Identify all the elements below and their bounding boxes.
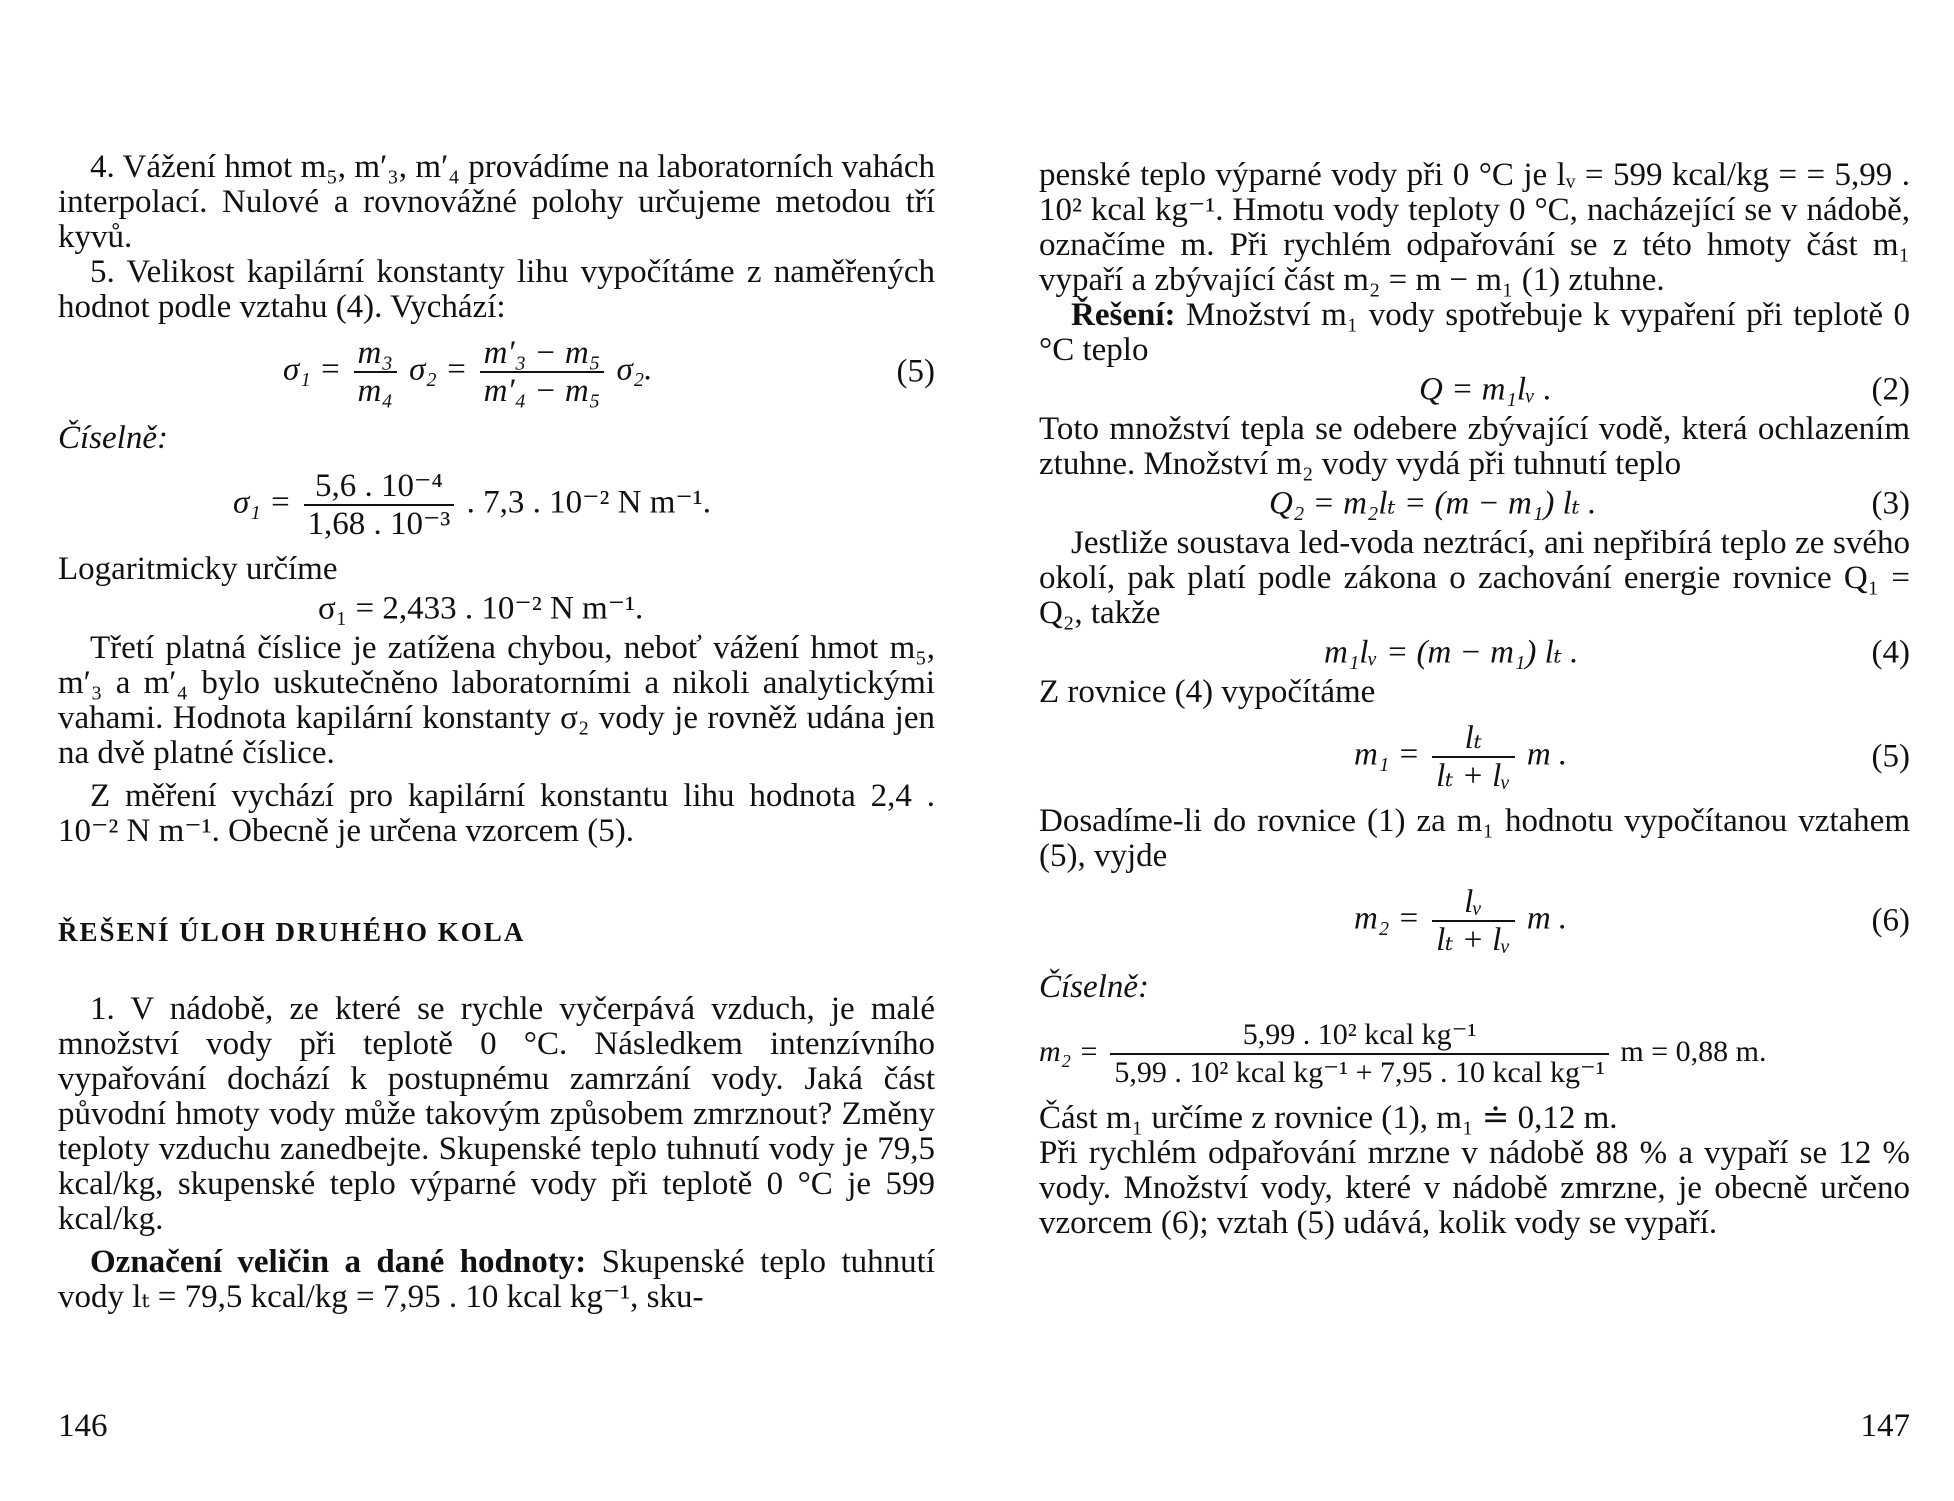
paragraph-part: Část m₁ určíme z rovnice (1), m₁ ≐ 0,12 m. <box>1039 1100 1618 1136</box>
paragraph-heat: penské teplo výparné vody při 0 °C je lᵥ = 599 kcal/kg = = 5,99 . 10² kcal kg⁻¹. Hmotu vody teploty 0 °C, nacházející se v nádobě, označíme m. Při rychlém odpařování se z této hmoty část m₁ vypaří a zbývající část m₂ = m − m₁ (1) ztuhne. <box>1039 157 1910 298</box>
equation-number: (4) <box>1871 634 1910 671</box>
fraction-denominator: lₜ + lᵥ <box>1436 922 1511 958</box>
paragraph-cooling: Toto množství tepla se odebere zbývající vodě, která ochlazením ztuhne. Množství m₂ vody vydá při tuhnutí teplo <box>1039 411 1910 482</box>
paragraph-third-digit: Třetí platná číslice je zatížena chybou, neboť vážení hmot m₅, m′₃ a m′₄ bylo uskutečněno laboratorními a nikoli analytickými vahami. Hodnota kapilární konstanty σ₂ vody je rovněž udána jen na dvě platné číslice. <box>58 630 935 771</box>
page-number: 146 <box>58 1408 108 1444</box>
paragraph-result: Z měření vychází pro kapilární konstantu lihu hodnota 2,4 . 10⁻² N m⁻¹. Obecně je určena vzorcem (5). <box>58 778 935 849</box>
eq-lhs: σ₁ = <box>233 484 292 521</box>
paragraph-solution <box>1039 298 1910 368</box>
equation-body <box>1354 720 1567 794</box>
equation-body <box>233 468 711 542</box>
equation-5-right <box>1039 714 1910 800</box>
eq-tail: m = 0,88 m. <box>1620 1034 1767 1068</box>
fraction-lv <box>1432 884 1514 958</box>
equation-4 <box>1039 633 1910 673</box>
equation-body: Q = m₁lᵥ . <box>1419 371 1552 408</box>
fraction-lt <box>1432 720 1514 794</box>
equation-5-left <box>58 329 935 415</box>
eq-lhs: m₁ = <box>1354 736 1420 773</box>
label-ciselne: Číselně: <box>58 420 168 456</box>
fraction-denominator: 5,99 . 10² kcal kg⁻¹ + 7,95 . 10 kcal kg⁻¹ <box>1114 1056 1605 1089</box>
paragraph-notation <box>58 1245 935 1315</box>
equation-number: (6) <box>1871 902 1910 939</box>
eq-lhs: σ₁ = <box>283 351 342 388</box>
paragraph-problem-1: 1. V nádobě, ze které se rychle vyčerpává vzduch, je malé množství vody při teplotě 0 °C. Následkem intenzívního vypařování dochází k postupnému zamrzání vody. Jaká část původní hmoty vody může takovým způsobem zmrznout? Změny teploty vzduchu zanedbejte. Skupenské teplo tuhnutí vody je 79,5 kcal/kg, skupenské teplo výparné vody při teplotě 0 °C je 599 kcal/kg. <box>58 991 935 1237</box>
eq-lhs: m₂ = <box>1039 1034 1099 1068</box>
label-ciselne: Číselně: <box>1039 969 1149 1005</box>
equation-number: (5) <box>896 353 935 390</box>
equation-number: (3) <box>1871 485 1910 522</box>
eq-mid: σ₂ = <box>409 351 468 388</box>
left-text-column <box>58 150 935 1315</box>
right-text-column <box>1039 158 1910 1241</box>
equation-numeric-left <box>58 462 935 548</box>
paragraph-compute: Z rovnice (4) vypočítáme <box>1039 674 1376 710</box>
paragraph-conclusion: Při rychlém odpařování mrzne v nádobě 88 % a vypaří se 12 % vody. Množství vody, které v nádobě zmrzne, je obecně určeno vzorcem (6); vztah (5) udává, kolik vody se vypaří. <box>1039 1135 1910 1241</box>
fraction-numerator: 5,6 . 10⁻⁴ <box>304 468 455 506</box>
equation-body <box>283 335 652 409</box>
fraction-numerator: m₃ <box>354 335 397 373</box>
equation-number: (2) <box>1871 371 1910 408</box>
fraction-numerator: m′₃ − m₅ <box>480 335 605 373</box>
equation-numeric-right <box>1039 1011 1910 1097</box>
paragraph-weighing: 4. Vážení hmot m₅, m′₃, m′₄ provádíme na laboratorních vahách interpolací. Nulové a rovnovážné polohy určujeme metodou tří kyvů. <box>58 149 935 255</box>
equation-log <box>58 589 935 629</box>
bold-lead: Označení veličin a dané hodnoty: <box>90 1244 587 1280</box>
fraction-numerator: lᵥ <box>1432 884 1514 922</box>
fraction-denominator: 1,68 . 10⁻³ <box>307 506 451 542</box>
fraction-denominator: lₜ + lᵥ <box>1436 758 1511 794</box>
fraction-denominator: m′₄ − m₅ <box>483 373 601 409</box>
equation-body <box>1354 884 1567 958</box>
paragraph-capillary: 5. Velikost kapilární konstanty lihu vypočítáme z naměřených hodnot podle vztahu (4). Vychází: <box>58 254 935 325</box>
paragraph-notation-text: Skupenské teplo tuhnutí vody lₜ = 79,5 kcal/kg = 7,95 . 10 kcal kg⁻¹, sku- <box>58 1244 935 1315</box>
fraction-numeric <box>304 468 455 542</box>
equation-6 <box>1039 878 1910 964</box>
paragraph-substitute: Dosadíme-li do rovnice (1) za m₁ hodnotu vypočítanou vztahem (5), vyjde <box>1039 803 1910 874</box>
fraction-numerator: 5,99 . 10² kcal kg⁻¹ <box>1110 1017 1609 1055</box>
equation-2 <box>1039 370 1910 410</box>
equation-body <box>1039 1017 1766 1091</box>
page-number: 147 <box>1860 1408 1910 1444</box>
paragraph-system: Jestliže soustava led-voda neztrácí, ani nepřibírá teplo ze svého okolí, pak platí podle zákona o zachování energie rovnice Q₁ = Q₂, takže <box>1039 525 1910 631</box>
equation-body: σ₁ = 2,433 . 10⁻² N m⁻¹. <box>318 590 644 627</box>
right-page <box>977 0 1954 1501</box>
fraction-denominator: m₄ <box>357 373 393 409</box>
fraction-numerator: lₜ <box>1432 720 1514 758</box>
equation-number: (5) <box>1871 738 1910 775</box>
equation-3 <box>1039 484 1910 524</box>
fraction-numeric <box>1110 1017 1609 1091</box>
eq-tail: m . <box>1526 736 1568 773</box>
equation-body: m₁lᵥ = (m − m₁) lₜ . <box>1324 634 1579 671</box>
section-heading: ŘEŠENÍ ÚLOH DRUHÉHO KOLA <box>58 917 526 947</box>
eq-tail: σ₂. <box>616 351 653 388</box>
equation-body: Q₂ = m₂lₜ = (m − m₁) lₜ . <box>1269 485 1597 522</box>
paragraph-log: Logaritmicky určíme <box>58 551 338 587</box>
fraction-m3-m4 <box>354 335 397 409</box>
fraction-diff <box>480 335 605 409</box>
paragraph-solution-text: Množství m₁ vody spotřebuje k vypaření při teplotě 0 °C teplo <box>1039 297 1910 368</box>
eq-lhs: m₂ = <box>1354 900 1420 937</box>
eq-tail: m . <box>1526 900 1568 937</box>
bold-lead: Řešení: <box>1071 297 1176 333</box>
eq-tail: . 7,3 . 10⁻² N m⁻¹. <box>466 484 711 521</box>
